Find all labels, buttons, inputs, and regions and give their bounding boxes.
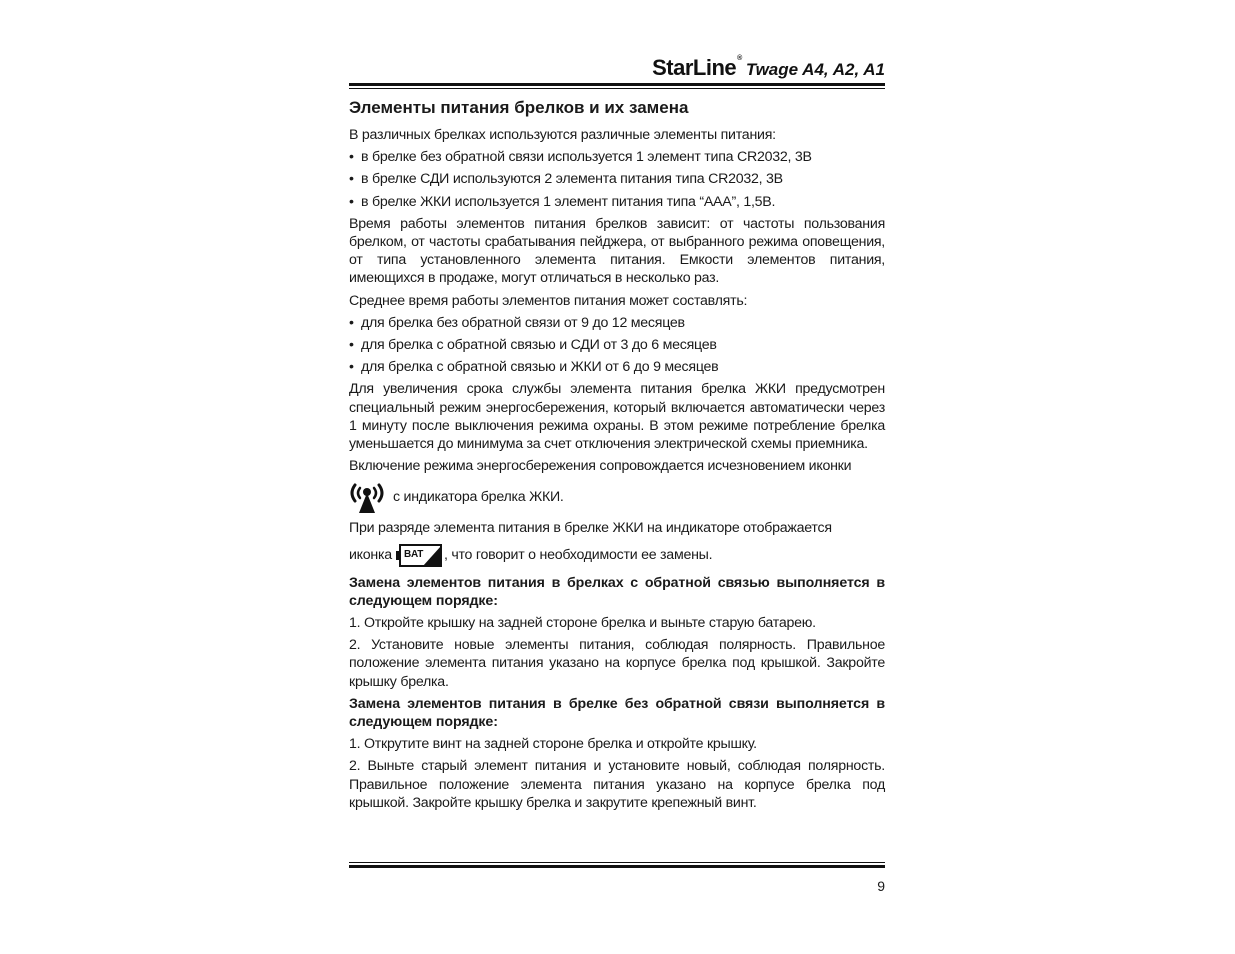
page-content	[349, 98, 885, 816]
manual-page	[349, 52, 885, 902]
page-header	[652, 55, 885, 81]
feedback-step: 2. Установите новые элементы питания, соблюдая полярность. Правильное положение элемента питания указано на корпусе брелка под крышкой. Закройте крышку брелка.	[349, 637, 885, 690]
section-title: Элементы питания брелков и их замена	[349, 98, 689, 117]
intro-text: В различных брелках используются различные элементы питания:	[349, 127, 776, 143]
battery-icon-line	[349, 542, 885, 568]
nofeedback-heading: Замена элементов питания в брелке без обратной связи выполняется в следующем порядке:	[349, 695, 885, 731]
runtime-paragraph: Время работы элементов питания брелков зависит: от частоты пользования брелком, от частоты срабатывания пейджера, от выбранного режима оповещения, от типа установленного элемента питания. Емкости элементов питания, имеющихся в продаже, могут отличаться в несколько раз.	[349, 215, 885, 287]
feedback-step: 1. Откройте крышку на задней стороне брелка и выньте старую батарею.	[349, 615, 816, 632]
battery-icon-caption: , что говорит о необходимости ее замены.	[443, 546, 713, 563]
footer-divider	[349, 862, 885, 868]
brand-logo: StarLine®	[652, 55, 742, 80]
antenna-icon-caption: с индикатора брелка ЖКИ.	[393, 489, 564, 506]
list-item: • в брелке без обратной связи используется 1 элемент типа CR2032, 3В	[349, 149, 812, 166]
antenna-icon-line	[349, 479, 885, 515]
model-name: Twage A4, A2, A1	[745, 60, 885, 79]
feedback-heading: Замена элементов питания в брелках с обратной связью выполняется в следующем порядке:	[349, 574, 885, 609]
nofeedback-step: 1. Открутите винт на задней стороне брелка и откройте крышку.	[349, 736, 757, 753]
energy-saving-icon-intro: Включение режима энергосбережения сопровождается исчезновением иконки	[349, 458, 852, 475]
energy-saving-paragraph: Для увеличения срока службы элемента питания брелка ЖКИ предусмотрен специальный режим энергосбережения, который включается автоматически через 1 минуту после выключения режима охраны. В этом режиме потребление брелка уменьшается до минимума за счет отключения электрической схемы приемника.	[349, 381, 885, 453]
battery-icon-label: BAT	[403, 548, 423, 560]
list-item: • в брелке ЖКИ используется 1 элемент питания типа “AAA”, 1,5В.	[349, 193, 776, 210]
page-number: 9	[877, 878, 885, 894]
header-divider	[349, 83, 885, 89]
discharge-intro: При разряде элемента питания в брелке ЖКИ на индикаторе отображается	[349, 520, 832, 537]
list-item: • для брелка без обратной связи от 9 до 12 месяцев	[349, 314, 685, 331]
list-item: • для брелка с обратной связью и СДИ от 3 до 6 месяцев	[349, 337, 717, 354]
nofeedback-step: 2. Выньте старый элемент питания и установите новый, соблюдая полярность. Правильное положение элемента питания указано на корпусе брелка под крышкой. Закройте крышку брелка и закрутите крепежный винт.	[349, 758, 885, 811]
antenna-icon	[349, 480, 385, 514]
list-item: • для брелка с обратной связью и ЖКИ от 6 до 9 месяцев	[349, 359, 719, 376]
list-item: • в брелке СДИ используются 2 элемента питания типа CR2032, 3В	[349, 171, 783, 188]
average-intro: Среднее время работы элементов питания может составлять:	[349, 292, 748, 309]
battery-icon-prefix: иконка	[349, 546, 392, 563]
battery-bat-icon	[396, 543, 442, 567]
